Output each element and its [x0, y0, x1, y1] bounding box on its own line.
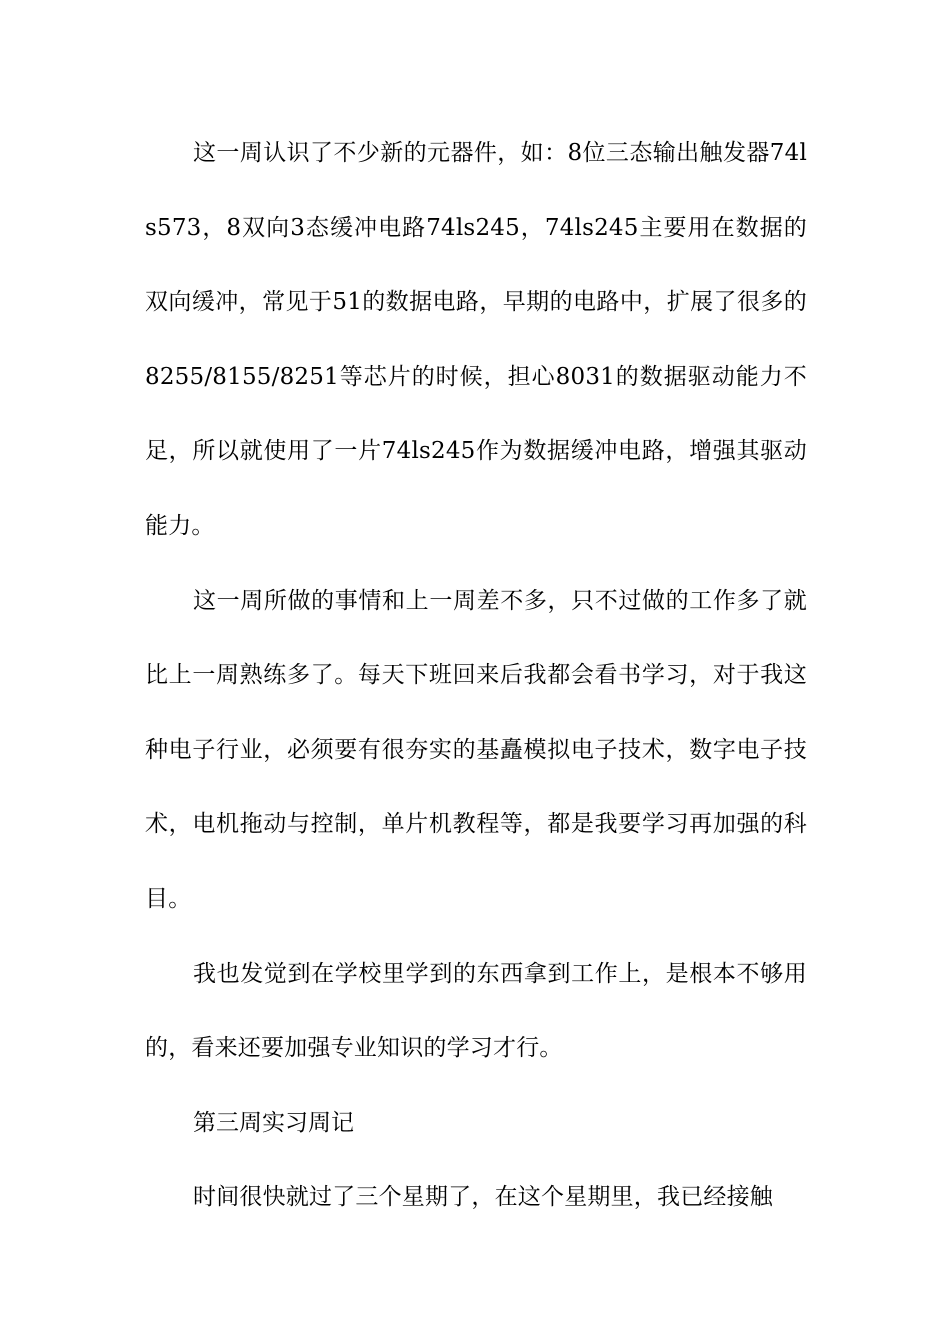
paragraph-week-three: 时间很快就过了三个星期了，在这个星期里，我已经接触 [193, 1184, 773, 1211]
paragraph-school-knowledge: 我也发觉到在学校里学到的东西拿到工作上，是根本不够用的，看来还要加强专业知识的学习才行。 [145, 960, 807, 1062]
document-body [145, 116, 807, 1235]
paragraph-work-and-study: 这一周所做的事情和上一周差不多，只不过做的工作多了就比上一周熟练多了。每天下班回来后我都会看书学习，对于我这种电子行业，必须要有很夯实的基矗模拟电子技术，数字电子技术，电机拖动与控制，单片机教程等，都是我要学习再加强的科目。 [145, 587, 807, 912]
paragraph-components: 这一周认识了不少新的元器件，如：8位三态输出触发器74ls573，8双向3态缓冲电路74ls245，74ls245主要用在数据的双向缓冲，常见于51的数据电路，早期的电路中，扩展了很多的8255/8155/8251等芯片的时候，担心8031的数据驱动能力不足，所以就使用了一片74ls245作为数据缓冲电路，增强其驱动能力。 [145, 140, 807, 539]
section-heading: 第三周实习周记 [193, 1109, 354, 1136]
